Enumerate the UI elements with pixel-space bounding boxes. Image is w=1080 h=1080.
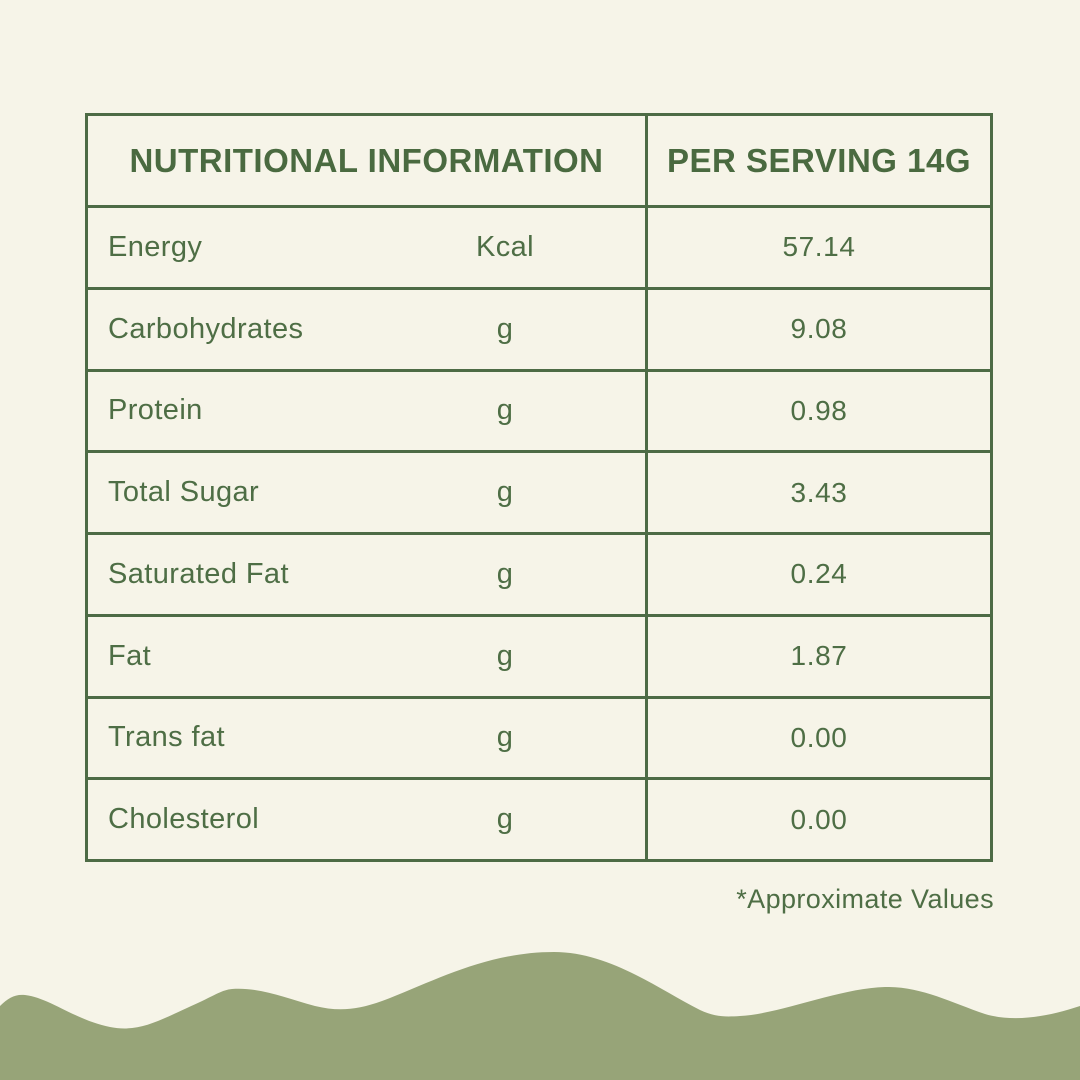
nutrient-label: Saturated Fat xyxy=(108,557,289,590)
nutrient-value: 3.43 xyxy=(645,453,990,532)
table-row-saturated-fat xyxy=(88,532,990,614)
nutrient-unit: g xyxy=(496,476,514,509)
table-row-fat xyxy=(88,614,990,696)
table-row-trans-fat xyxy=(88,696,990,778)
nutrient-unit: Kcal xyxy=(475,230,534,263)
row-left-cell xyxy=(88,372,645,451)
nutrient-value: 0.00 xyxy=(645,780,990,859)
header-per-serving: PER SERVING 14G xyxy=(645,116,990,205)
nutrient-unit: g xyxy=(496,721,514,754)
nutrient-unit: g xyxy=(496,394,514,427)
row-left-cell xyxy=(88,453,645,532)
table-row-cholesterol xyxy=(88,777,990,859)
table-row-energy xyxy=(88,205,990,287)
row-left-cell xyxy=(88,780,645,859)
nutrient-unit: g xyxy=(496,312,514,345)
table-row-protein xyxy=(88,369,990,451)
nutrient-unit: g xyxy=(496,803,514,836)
approximate-values-note: *Approximate Values xyxy=(736,884,994,914)
nutrient-label: Trans fat xyxy=(108,721,225,754)
nutrient-label: Carbohydrates xyxy=(108,312,304,345)
header-nutritional-information: NUTRITIONAL INFORMATION xyxy=(129,141,604,179)
nutrient-unit: g xyxy=(496,639,514,672)
nutrient-label: Energy xyxy=(108,230,203,263)
wave-shape xyxy=(0,952,1080,1080)
row-left-cell xyxy=(88,699,645,778)
nutrient-label: Total Sugar xyxy=(108,476,260,509)
nutrient-value: 0.24 xyxy=(645,535,990,614)
nutrient-label: Cholesterol xyxy=(108,803,260,836)
nutrient-value: 9.08 xyxy=(645,290,990,369)
nutrient-value: 0.00 xyxy=(645,699,990,778)
bottom-wave-decoration xyxy=(0,940,1080,1080)
table-header-row xyxy=(88,116,990,205)
row-left-cell xyxy=(88,617,645,696)
nutrient-value: 0.98 xyxy=(645,372,990,451)
nutrient-value: 1.87 xyxy=(645,617,990,696)
nutrient-unit: g xyxy=(496,557,514,590)
row-left-cell xyxy=(88,208,645,287)
row-left-cell xyxy=(88,290,645,369)
row-left-cell xyxy=(88,535,645,614)
nutrition-table xyxy=(85,113,993,862)
table-row-total-sugar xyxy=(88,450,990,532)
nutrient-value: 57.14 xyxy=(645,208,990,287)
table-row-carbohydrates xyxy=(88,287,990,369)
nutrient-label: Protein xyxy=(108,394,203,427)
nutrient-label: Fat xyxy=(108,639,152,672)
